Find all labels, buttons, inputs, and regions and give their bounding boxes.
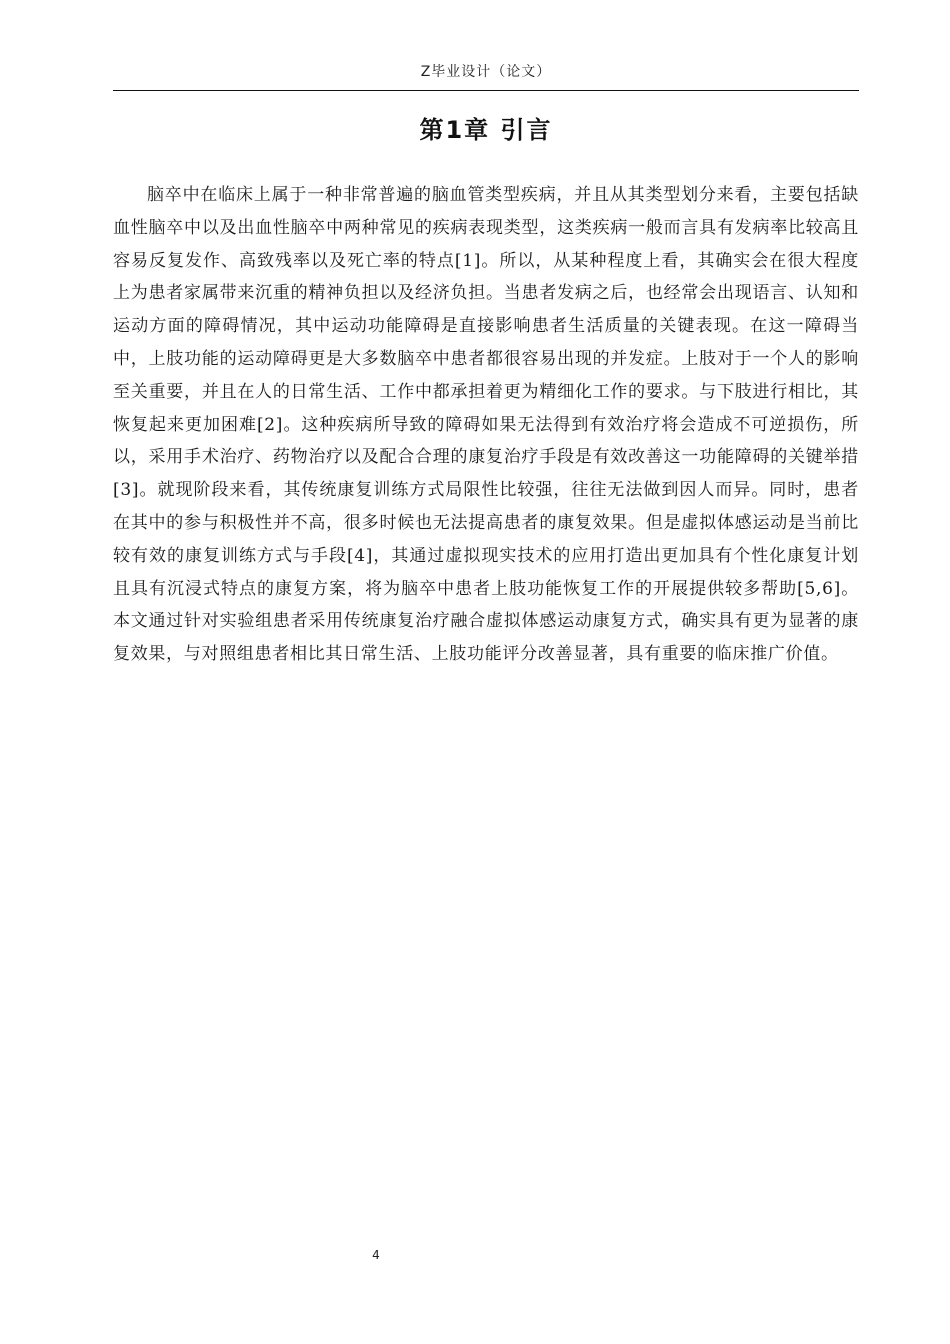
running-header: Z毕业设计（论文） bbox=[420, 64, 552, 80]
body-paragraph: 脑卒中在临床上属于一种非常普遍的脑血管类型疾病，并且从其类型划分来看，主要包括缺血性脑卒中以及出血性脑卒中两种常见的疾病表现类型，这类疾病一般而言具有发病率比较高且容易反复发作、高致残率以及死亡率的特点[1]。所以，从某种程度上看，其确实会在很大程度上为患者家属带来沉重的精神负担以及经济负担。当患者发病之后，也经常会出现语言、认知和运动方面的障碍情况，其中运动功能障碍是直接影响患者生活质量的关键表现。在这一障碍当中，上肢功能的运动障碍更是大多数脑卒中患者都很容易出现的并发症。上肢对于一个人的影响至关重要，并且在人的日常生活、工作中都承担着更为精细化工作的要求。与下肢进行相比，其恢复起来更加困难[2]。这种疾病所导致的障碍如果无法得到有效治疗将会造成不可逆损伤，所以，采用手术治疗、药物治疗以及配合合理的康复治疗手段是有效改善这一功能障碍的关键举措[3]。就现阶段来看，其传统康复训练方式局限性比较强，往往无法做到因人而异。同时，患者在其中的参与积极性并不高，很多时候也无法提高患者的康复效果。但是虚拟体感运动是当前比较有效的康复训练方式与手段[4]，其通过虚拟现实技术的应用打造出更加具有个性化康复计划且具有沉浸式特点的康复方案，将为脑卒中患者上肢功能恢复工作的开展提供较多帮助[5,6]。本文通过针对实验组患者采用传统康复治疗融合虚拟体感运动康复方式，确实具有更为显著的康复效果，与对照组患者相比其日常生活、上肢功能评分改善显著，具有重要的临床推广价值。 bbox=[113, 185, 859, 665]
chapter-title: 第1章 引言 bbox=[419, 116, 553, 144]
page-number: 4 bbox=[372, 1248, 380, 1262]
header-divider bbox=[113, 90, 859, 91]
